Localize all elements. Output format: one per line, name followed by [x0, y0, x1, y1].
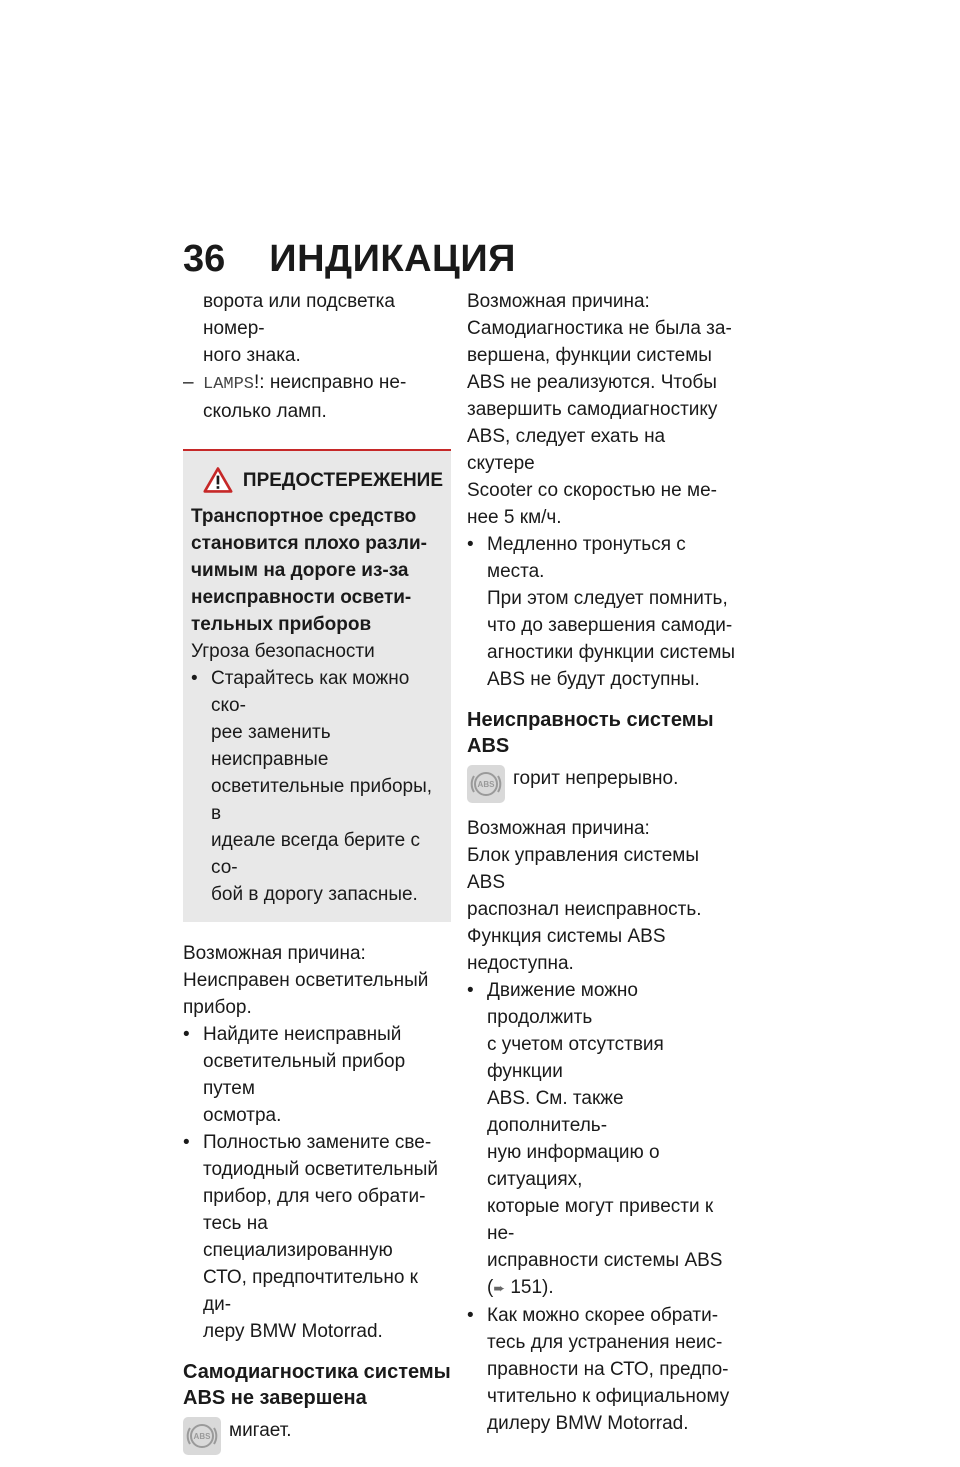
warning-box — [183, 449, 451, 922]
section-title: Неисправность системы ABS — [467, 709, 714, 757]
list-item: • Движение можно продолжить с учетом отсутствия функции ABS. См. также дополнитель- ную информацию о ситуациях, которые могут привести к не- исправности системы ABS (➨ 151). — [467, 977, 737, 1302]
lamps-item: – LAMPS!: неисправно не- сколько ламп. — [183, 372, 407, 422]
cause-text: Самодиагностика не была за- вершена, функции системы ABS не реализуются. Чтобы завершить самодиагностику ABS, следует ехать на скутере Scooter со скоростью не ме- нее 5 км/ч. — [467, 318, 732, 528]
cause-label: Возможная причина: — [467, 818, 650, 839]
intro-continuation: ворота или подсветка номер- ного знака. — [203, 291, 395, 366]
list-item: • Полностью замените све- тодиодный осветительный прибор, для чего обрати- тесь на специализированную СТО, предпочтительно к ди- леру BMW Motorrad. — [183, 1132, 438, 1342]
page-number: 36 — [183, 238, 226, 280]
svg-text:ABS: ABS — [477, 780, 495, 789]
list-item: • Как можно скорее обрати- тесь для устранения неис- правности на СТО, предпо- чтительно к официальному дилеру BMW Motorrad. — [467, 1305, 730, 1434]
cause-text: Блок управления системы ABS распознал неисправность. Функция системы ABS недоступна. — [467, 845, 702, 974]
warning-threat: Угроза безопасности — [191, 641, 375, 662]
list-item: • Найдите неисправный осветительный прибор путем осмотра. — [183, 1024, 406, 1126]
section-title: Самодиагностика системы ABS не завершена — [183, 1361, 451, 1409]
page-header — [183, 238, 516, 281]
abs-icon — [183, 1417, 221, 1455]
lamps-code: LAMPS — [203, 375, 255, 394]
warning-lead: Транспортное средство становится плохо разли- чимым на дороге из-за неисправности освети- тельных приборов — [191, 506, 427, 635]
warning-triangle-icon — [203, 465, 233, 495]
page-reference[interactable]: (➨ 151). — [487, 1274, 737, 1302]
abs-indicator-row — [183, 1417, 451, 1455]
list-item: • Медленно тронуться с места. При этом следует помнить, что до завершения самоди- агностики функции системы ABS не будут доступны. — [467, 534, 736, 690]
left-column — [183, 288, 451, 1467]
warning-title: ПРЕДОСТЕРЕЖЕНИЕ — [242, 469, 443, 491]
arrow-right-icon: ➨ — [493, 1280, 506, 1296]
abs-status: мигает. — [229, 1420, 292, 1441]
cause-label: Возможная причина: — [467, 291, 650, 312]
abs-icon — [467, 765, 505, 803]
abs-indicator-row — [467, 765, 737, 803]
right-column — [467, 288, 737, 1437]
cause-label: Возможная причина: — [183, 943, 366, 964]
cause-text: Неисправен осветительный прибор. — [183, 970, 429, 1018]
warning-bullet: • Старайтесь как можно ско- рее заменить неисправные осветительные приборы, в идеале всегда берите с со- бой в дорогу запасные. — [191, 668, 433, 905]
chapter-title: ИНДИКАЦИЯ — [269, 238, 516, 280]
svg-text:ABS: ABS — [193, 1432, 211, 1441]
abs-status: горит непрерывно. — [513, 768, 679, 789]
